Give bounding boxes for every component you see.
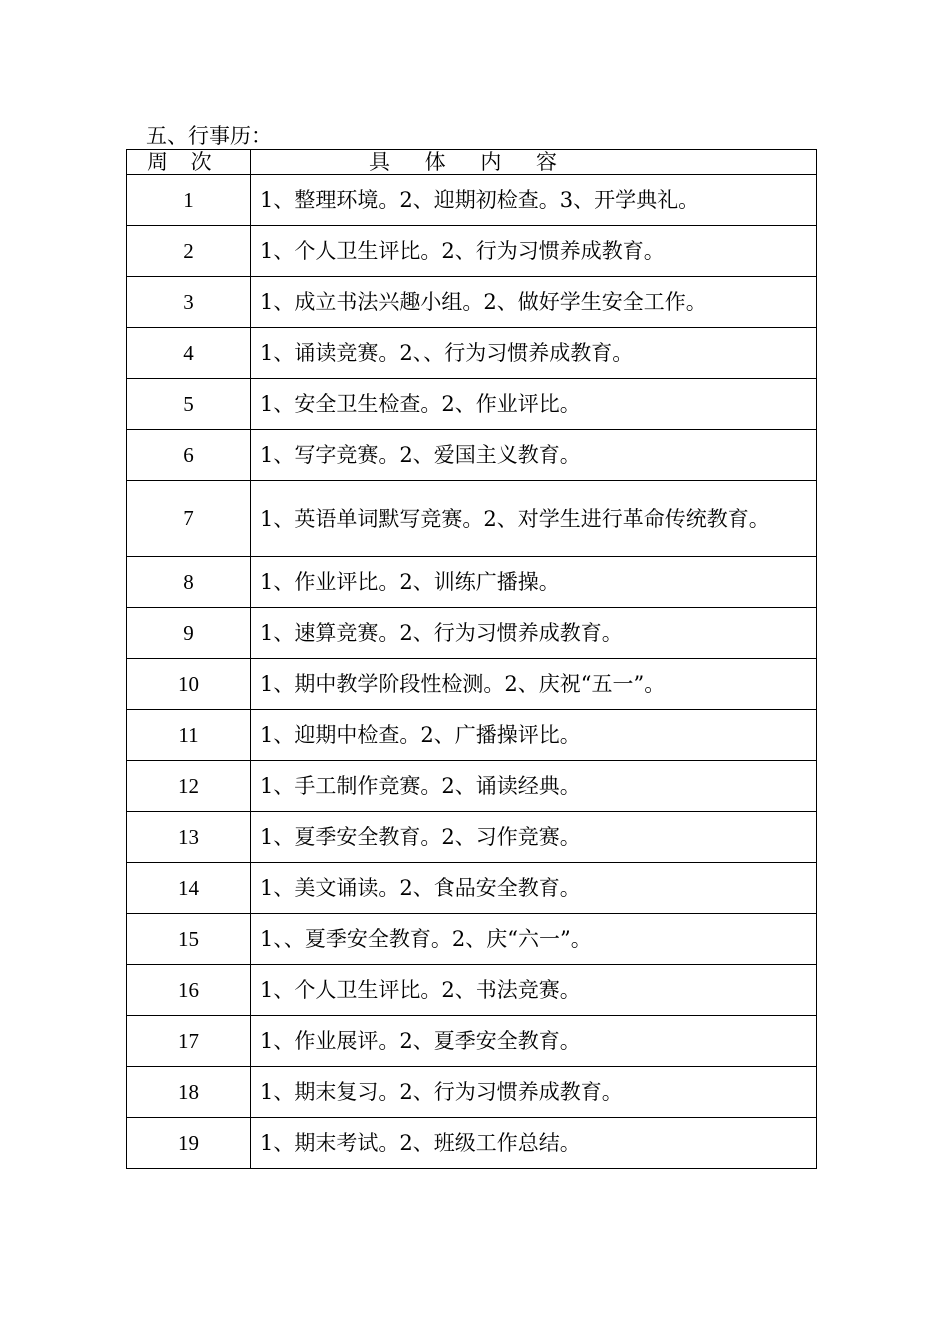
week-number: 13 [127, 812, 251, 863]
activity-content: 1、安全卫生检查。2、作业评比。 [251, 379, 817, 430]
activity-content: 1、期末复习。2、行为习惯养成教育。 [251, 1067, 817, 1118]
activity-content: 1、美文诵读。2、食品安全教育。 [251, 863, 817, 914]
table-row [127, 608, 817, 659]
week-number: 19 [127, 1118, 251, 1169]
week-number: 11 [127, 710, 251, 761]
table-row [127, 277, 817, 328]
table-row [127, 1067, 817, 1118]
table-row [127, 481, 817, 557]
week-header: 周 次 [127, 150, 251, 175]
activity-content: 1、成立书法兴趣小组。2、做好学生安全工作。 [251, 277, 817, 328]
week-number: 3 [127, 277, 251, 328]
activity-content: 1、写字竞赛。2、爱国主义教育。 [251, 430, 817, 481]
table-row [127, 812, 817, 863]
table-row [127, 914, 817, 965]
table-row [127, 659, 817, 710]
table-row [127, 430, 817, 481]
activity-content: 1、整理环境。2、迎期初检查。3、开学典礼。 [251, 175, 817, 226]
week-number: 16 [127, 965, 251, 1016]
activity-content: 1、迎期中检查。2、广播操评比。 [251, 710, 817, 761]
table-header-row [127, 150, 817, 175]
section-title: 五、行事历： [146, 124, 272, 148]
activity-content: 1、手工制作竞赛。2、诵读经典。 [251, 761, 817, 812]
activity-content: 1、英语单词默写竞赛。2、对学生进行革命传统教育。 [251, 481, 817, 557]
week-number: 8 [127, 557, 251, 608]
activity-content: 1、、夏季安全教育。2、庆“六一”。 [251, 914, 817, 965]
table-row [127, 965, 817, 1016]
table-row [127, 1016, 817, 1067]
week-number: 2 [127, 226, 251, 277]
table-row [127, 379, 817, 430]
week-number: 18 [127, 1067, 251, 1118]
table-row [127, 175, 817, 226]
activity-content: 1、诵读竞赛。2、、行为习惯养成教育。 [251, 328, 817, 379]
content-header: 具 体 内 容 [251, 150, 817, 175]
week-number: 12 [127, 761, 251, 812]
activity-content: 1、期末考试。2、班级工作总结。 [251, 1118, 817, 1169]
week-number: 6 [127, 430, 251, 481]
schedule-table [126, 149, 817, 1169]
table-row [127, 710, 817, 761]
week-number: 1 [127, 175, 251, 226]
week-number: 14 [127, 863, 251, 914]
week-number: 10 [127, 659, 251, 710]
table-row [127, 761, 817, 812]
activity-content: 1、速算竞赛。2、行为习惯养成教育。 [251, 608, 817, 659]
activity-content: 1、个人卫生评比。2、书法竞赛。 [251, 965, 817, 1016]
activity-content: 1、期中教学阶段性检测。2、庆祝“五一”。 [251, 659, 817, 710]
table-row [127, 1118, 817, 1169]
activity-content: 1、个人卫生评比。2、行为习惯养成教育。 [251, 226, 817, 277]
activity-content: 1、作业评比。2、训练广播操。 [251, 557, 817, 608]
week-number: 5 [127, 379, 251, 430]
table-row [127, 328, 817, 379]
week-number: 15 [127, 914, 251, 965]
table-row [127, 863, 817, 914]
week-number: 7 [127, 481, 251, 557]
week-number: 9 [127, 608, 251, 659]
week-number: 4 [127, 328, 251, 379]
table-row [127, 226, 817, 277]
activity-content: 1、夏季安全教育。2、习作竞赛。 [251, 812, 817, 863]
activity-content: 1、作业展评。2、夏季安全教育。 [251, 1016, 817, 1067]
week-number: 17 [127, 1016, 251, 1067]
table-row [127, 557, 817, 608]
